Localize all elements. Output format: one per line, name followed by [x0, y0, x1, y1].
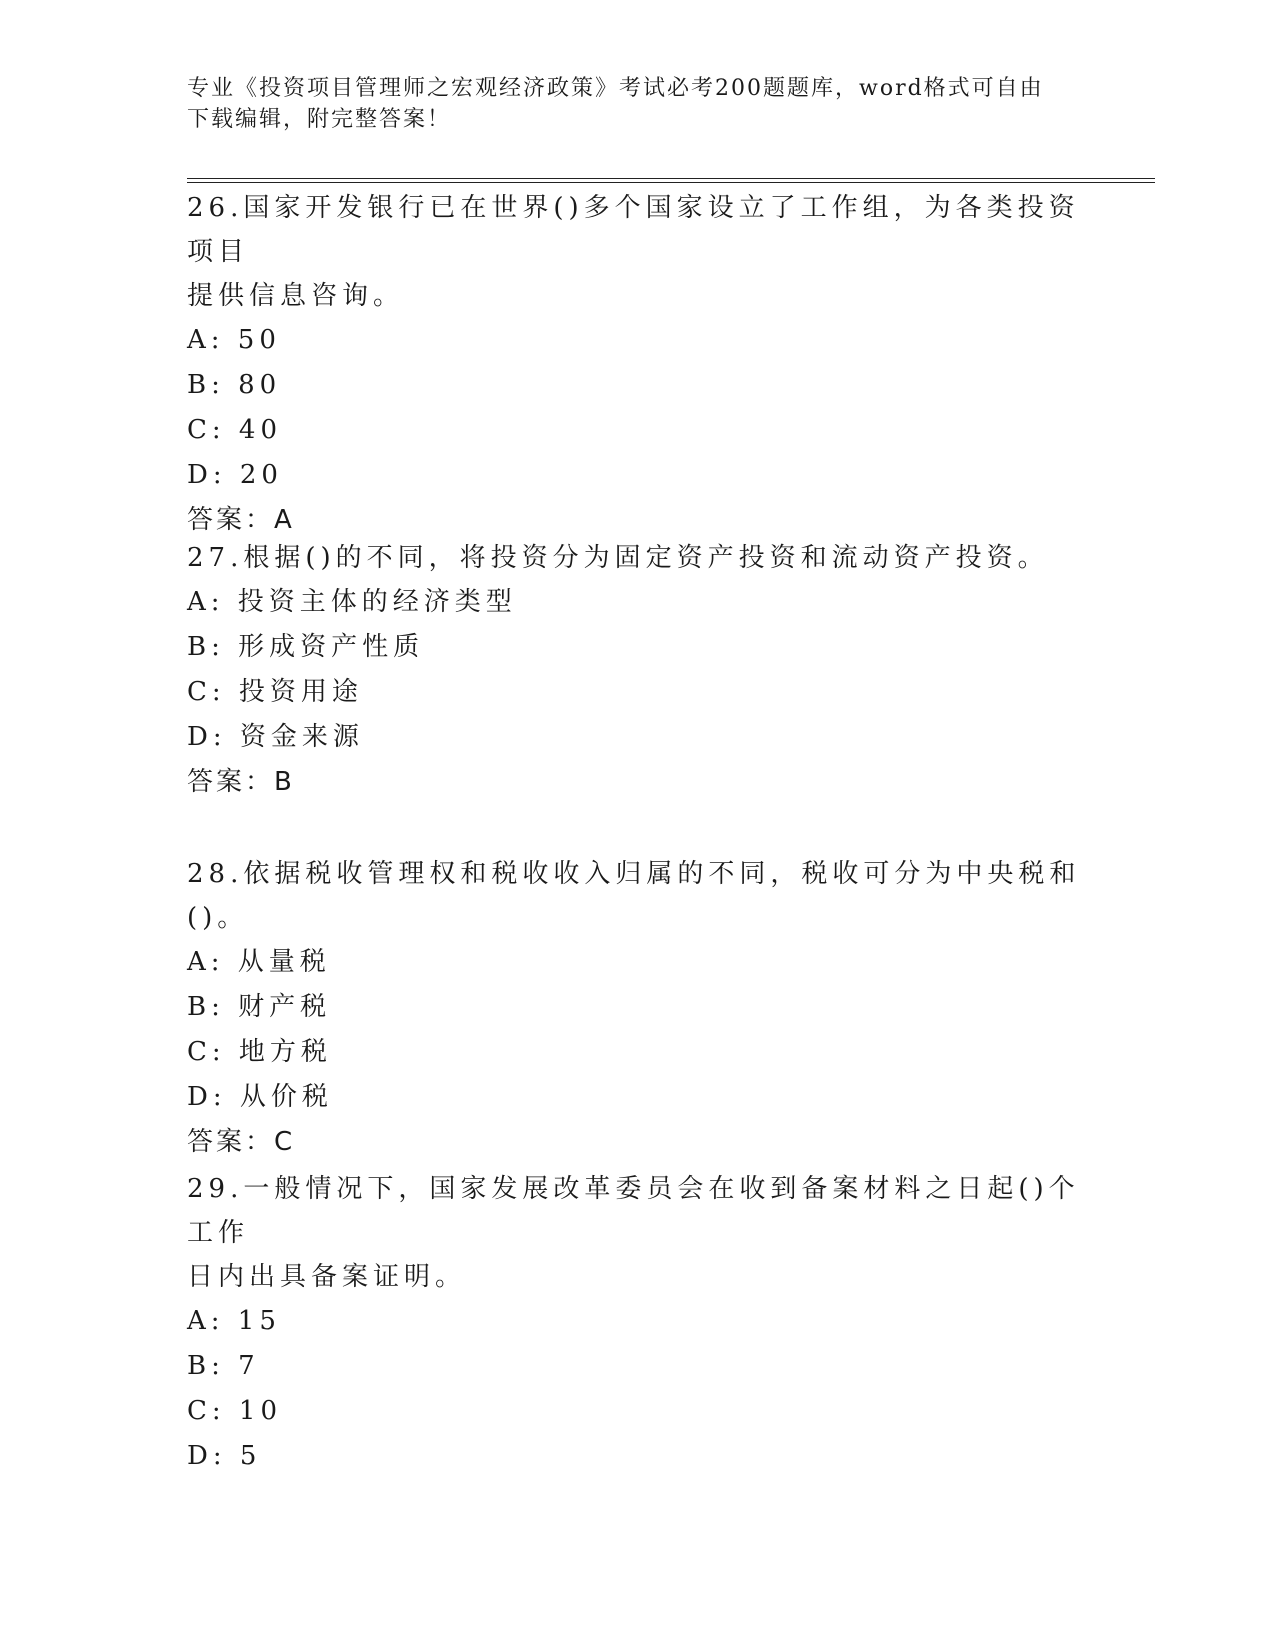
header-line-1: 专业《投资项目管理师之宏观经济政策》考试必考200题题库，word格式可自由 [187, 76, 1044, 101]
question-stem-line: 27.根据()的不同，将投资分为固定资产投资和流动资产投资。 [187, 543, 1049, 573]
option-c: C: 10 [187, 1396, 283, 1426]
question-27 [187, 536, 1087, 805]
option-b: B: 形成资产性质 [187, 632, 425, 662]
option-b: B: 7 [187, 1351, 260, 1381]
option-d: D: 资金来源 [187, 722, 364, 752]
option-d: D: 20 [187, 460, 283, 490]
option-d: D: 5 [187, 1441, 262, 1471]
option-d: D: 从价税 [187, 1082, 333, 1112]
option-a: A: 投资主体的经济类型 [187, 587, 517, 617]
option-c: C: 40 [187, 415, 283, 445]
question-stem-line: 26.国家开发银行已在世界()多个国家设立了工作组，为各类投资项目 [187, 193, 1080, 267]
option-a: A: 15 [187, 1306, 281, 1336]
option-a: A: 从量税 [187, 947, 331, 977]
option-c: C: 投资用途 [187, 677, 363, 707]
question-29 [187, 1167, 1087, 1479]
option-a: A: 50 [187, 325, 281, 355]
question-stem-line: 28.依据税收管理权和税收收入归属的不同，税收可分为中央税和()。 [187, 859, 1081, 933]
question-stem-line: 29.一般情况下，国家发展改革委员会在收到备案材料之日起()个工作 [187, 1174, 1080, 1248]
question-stem-line: 日内出具备案证明。 [187, 1262, 467, 1292]
header-divider-bottom [187, 182, 1155, 183]
answer: 答案：B [187, 767, 295, 797]
answer: 答案：A [187, 505, 295, 535]
question-28 [187, 852, 1087, 1165]
option-b: B: 80 [187, 370, 282, 400]
answer: 答案：C [187, 1127, 296, 1157]
document-header [187, 73, 1087, 135]
question-stem-line: 提供信息咨询。 [187, 281, 405, 311]
option-b: B: 财产税 [187, 992, 332, 1022]
question-26 [187, 186, 1087, 543]
option-c: C: 地方税 [187, 1037, 332, 1067]
header-divider-top [187, 178, 1155, 179]
header-line-2: 下载编辑，附完整答案！ [187, 107, 452, 132]
